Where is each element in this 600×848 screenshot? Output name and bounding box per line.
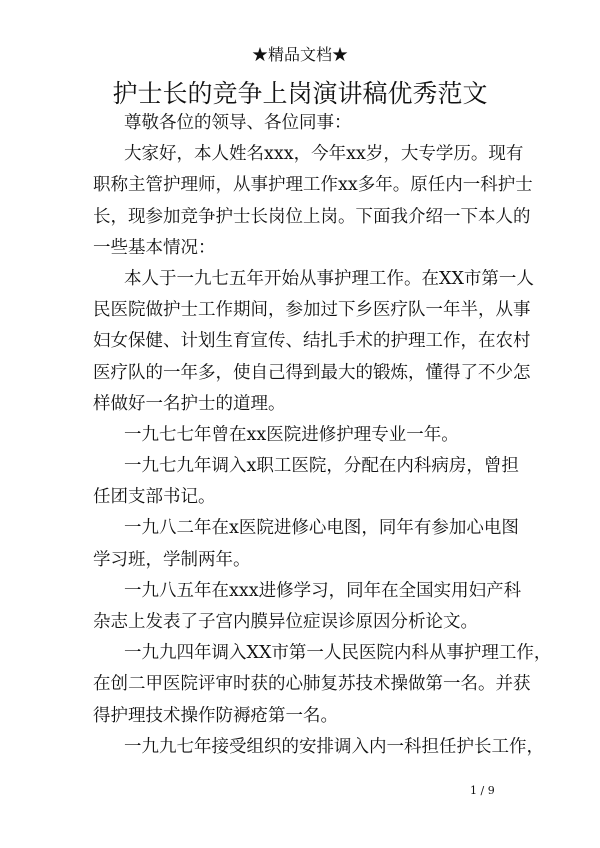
text-line: 民医院做护士工作期间，参加过下乡医疗队一年半，从事 — [93, 300, 531, 321]
text-line: 尊敬各位的领导、各位同事： — [124, 113, 352, 133]
text-line: 一九八五年在xxx进修学习，同年在全国实用妇产科 — [124, 580, 522, 601]
text-line: 一九九四年调入XX市第一人民医院内科从事护理工作， — [124, 643, 552, 664]
text-line: 医疗队的一年多，使自己得到最大的锻炼，懂得了不少怎 — [93, 362, 531, 383]
page-number: 1 / 9 — [470, 784, 495, 797]
text-line: 一九七九年调入x职工医院，分配在内科病房，曾担 — [124, 456, 519, 477]
document-body — [93, 108, 552, 763]
document-header: ★精品文档★ — [251, 45, 348, 64]
document-title: 护士长的竞争上岗演讲稿优秀范文 — [112, 79, 488, 108]
text-line: 长，现参加竞争护士长岗位上岗。下面我介绍一下本人的 — [93, 206, 531, 227]
text-line: 任团支部书记。 — [93, 487, 216, 508]
text-line: 一九八二年在x医院进修心电图，同年有参加心电图 — [124, 518, 519, 539]
text-line: 职称主管护理师，从事护理工作xx多年。原任内一科护士 — [93, 175, 533, 196]
text-line: 一九九七年接受组织的安排调入内一科担任护长工作， — [124, 736, 544, 757]
text-line: 在创二甲医院评审时获的心肺复苏技术操做第一名。并获 — [93, 674, 531, 695]
text-line: 杂志上发表了子宫内膜异位症误诊原因分析论文。 — [93, 612, 478, 632]
text-line: 得护理技术操作防褥疮第一名。 — [93, 705, 338, 726]
text-line: 一九七七年曾在xx医院进修护理专业一年。 — [124, 424, 459, 445]
text-line: 本人于一九七五年开始从事护理工作。在XX市第一人 — [124, 268, 534, 289]
text-line: 妇女保健、计划生育宣传、结扎手术的护理工作，在农村 — [93, 331, 531, 352]
text-line: 一些基本情况： — [93, 237, 216, 258]
text-line: 大家好，本人姓名xxx，今年xx岁，大专学历。现有 — [124, 144, 524, 165]
text-line: 学习班，学制两年。 — [93, 549, 251, 570]
text-line: 样做好一名护士的道理。 — [93, 393, 286, 414]
